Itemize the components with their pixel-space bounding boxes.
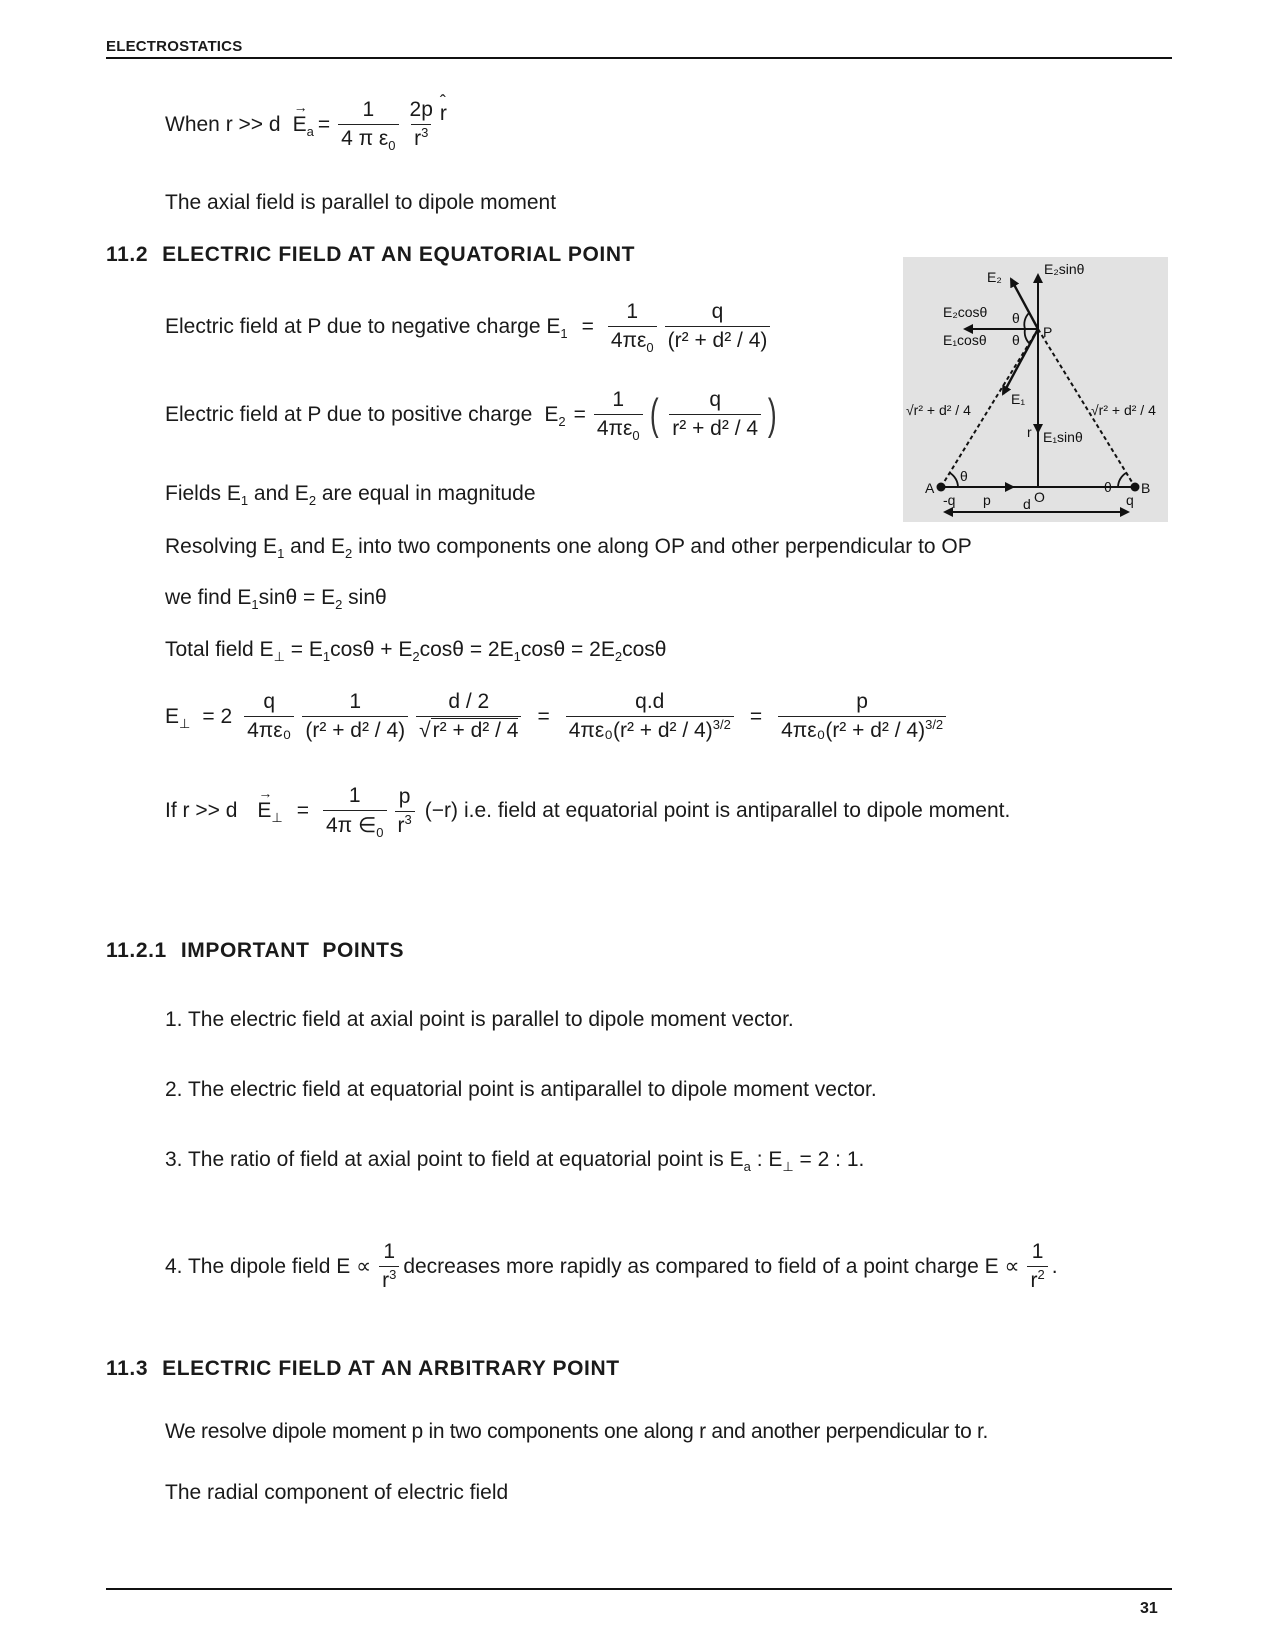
dipole-equatorial-diagram bbox=[903, 257, 1168, 522]
important-point-2: 2. The electric field at equatorial point is antiparallel to dipole moment vector. bbox=[165, 1078, 877, 1101]
label-e2: E₂ bbox=[987, 269, 1002, 285]
eperp-equation: $E_\perp$ = 2 $\frac{q}{\text{4πε₀}}$ $\frac{1}{\text{(r² + d² / 4)}}$ $\frac{d / 2}{\text{√r² + d² / 4}}$ = $\frac{q.d}{4\pi\varepsilon_0(r^2 + d^2 / 4)^{3/2}}$ = $\frac{p}{4\pi\varepsilon_0(r^2 + d^2 / 4)^{3/2}}$ bbox=[165, 690, 950, 743]
e1-text: Electric field at P due to negative charge $E_1$ bbox=[165, 314, 568, 341]
axial-field-equation bbox=[165, 98, 451, 154]
e1-fraction-2: $\frac{q}{\text{(r² + d² / 4)}}$ bbox=[665, 300, 771, 353]
condition-text: When r >> d bbox=[165, 112, 281, 136]
e1-equation: Electric field at P due to negative charge $E_1$ = $\frac{1}{4\pi\varepsilon_0}$ $\frac{q}{\text{(r² + d² / 4)}}$ bbox=[165, 300, 774, 353]
ea-symbol: → $E_a$ bbox=[293, 113, 314, 137]
eperp-fraction-2: $\frac{1}{\text{(r² + d² / 4)}}$ bbox=[302, 690, 408, 743]
label-dipole-p: p bbox=[983, 492, 991, 508]
equals: = bbox=[317, 112, 331, 136]
running-header: ELECTROSTATICS bbox=[106, 38, 243, 55]
far-fraction-1: $\frac{1}{4\pi \in_0}$ bbox=[323, 784, 387, 838]
diagram-svg bbox=[903, 257, 1168, 522]
label-theta-a: θ bbox=[960, 468, 968, 484]
eperp-fraction-4: $\frac{q.d}{4\pi\varepsilon_0(r^2 + d^2 / 4)^{3/2}}$ bbox=[566, 690, 734, 743]
e2-text: Electric field at P due to positive charge bbox=[165, 402, 533, 426]
far-note: i.e. field at equatorial point is antiparallel to dipole moment. bbox=[464, 799, 1011, 822]
far-field-equation: If r >> d → $E_\perp$ = $\frac{1}{4\pi \in_0}$ $\frac{p}{r^3}$ (−r) i.e. field at equatorial point is antiparallel to dipole moment. bbox=[165, 784, 1014, 838]
label-e1sin: E₁sinθ bbox=[1043, 429, 1083, 445]
section-heading-11-2: 11.2 ELECTRIC FIELD AT AN EQUATORIAL POINT bbox=[106, 243, 636, 266]
e1-fraction-1: $\frac{1}{4\pi\varepsilon_0}$ bbox=[608, 300, 657, 353]
eperp-fraction-3: $\frac{d / 2}{\text{√r² + d² / 4}}$ bbox=[416, 690, 521, 743]
charge-a bbox=[937, 483, 946, 492]
axial-note: The axial field is parallel to dipole moment bbox=[165, 191, 557, 214]
angle-arc-b bbox=[1118, 473, 1126, 487]
e2-symbol: $E_2$ bbox=[544, 402, 566, 429]
label-b: B bbox=[1141, 480, 1151, 496]
page-number: 31 bbox=[1140, 1600, 1158, 1617]
equal-magnitude-line: Fields $E_1$ and $E_2$ are equal in magnitude bbox=[165, 482, 536, 509]
e2-fraction-2: $\frac{q}{\text{r² + d² / 4}}$ bbox=[669, 388, 761, 441]
direction-minus-r: (−r) bbox=[424, 799, 458, 822]
header-rule bbox=[106, 57, 1172, 59]
footer-rule bbox=[106, 1588, 1172, 1590]
label-o: O bbox=[1034, 489, 1045, 505]
section-heading-11-3: 11.3 ELECTRIC FIELD AT AN ARBITRARY POINT bbox=[106, 1357, 620, 1380]
label-e1cos: E₁cosθ bbox=[943, 332, 987, 348]
far-condition: If r >> d bbox=[165, 799, 238, 822]
label-theta-b: θ bbox=[1104, 479, 1112, 495]
charge-b bbox=[1131, 483, 1140, 492]
e2-fraction-1: $\frac{1}{4\pi\varepsilon_0}$ bbox=[594, 388, 643, 441]
paren-open: ( bbox=[649, 389, 659, 439]
section-heading-11-2-1: 11.2.1 IMPORTANT POINTS bbox=[106, 939, 405, 962]
label-neg-q: -q bbox=[943, 492, 956, 508]
label-e2sin: E₂sinθ bbox=[1044, 261, 1085, 277]
resolving-line: Resolving $E_1$ and $E_2$ into two components one along OP and other perpendicular to OP bbox=[165, 535, 972, 562]
label-theta-p-bottom: θ bbox=[1012, 332, 1020, 348]
label-a: A bbox=[925, 480, 935, 496]
angle-arc-a bbox=[950, 473, 958, 487]
fraction-coulomb: $\frac{1}{4 \pi \varepsilon_0}$ bbox=[338, 98, 398, 151]
label-dist-left: √r² + d² / 4 bbox=[906, 402, 971, 418]
label-dist-right: √r² + d² / 4 bbox=[1091, 402, 1156, 418]
label-r: r bbox=[1027, 424, 1032, 440]
eperp-fraction-1: $\frac{q}{\text{4πε₀}}$ bbox=[244, 690, 294, 743]
eperp-vector: → $E_\perp$ bbox=[257, 799, 282, 823]
arrow-e1 bbox=[1003, 329, 1038, 394]
eperp-symbol: $E_\perp$ bbox=[165, 704, 191, 731]
eperp-fraction-5: $\frac{p}{4\pi\varepsilon_0(r^2 + d^2 / 4)^{3/2}}$ bbox=[778, 690, 946, 743]
arbitrary-para-2: The radial component of electric field bbox=[165, 1481, 509, 1504]
label-theta-p-top: θ bbox=[1012, 310, 1020, 326]
important-point-4: 4. The dipole field E ∝ $\frac{1}{r^3}$ decreases more rapidly as compared to field of a point charge E ∝ $\frac{1}{r^2}$ . bbox=[165, 1240, 1058, 1292]
inverse-cube-fraction: $\frac{1}{r^3}$ bbox=[379, 1240, 399, 1293]
fraction-dipole: $\frac{2p}{r^3}$ bbox=[409, 98, 433, 150]
label-d: d bbox=[1023, 496, 1031, 512]
label-e2cos: E₂cosθ bbox=[943, 304, 988, 320]
paren-close: ) bbox=[767, 389, 777, 439]
label-e1: E₁ bbox=[1011, 391, 1026, 407]
we-find-line: we find $E_1\sin\theta = E_2$ sinθ bbox=[165, 586, 387, 613]
label-q: q bbox=[1126, 492, 1134, 508]
far-fraction-2: $\frac{p}{r^3}$ bbox=[395, 785, 415, 838]
total-field-line: Total field $E_\perp = E_1\cos\theta + E_2\cos\theta = 2E_1\cos\theta = 2E_2\cos\theta$ bbox=[165, 638, 667, 665]
label-p: P bbox=[1043, 324, 1053, 340]
e2-equation: Electric field at P due to positive charge $E_2$ = $\frac{1}{4\pi\varepsilon_0}$ ( $\frac{q}{\text{r² + d² / 4}}$ ) bbox=[165, 388, 777, 444]
important-point-1: 1. The electric field at axial point is parallel to dipole moment vector. bbox=[165, 1008, 794, 1031]
unit-vector-r: ˆ r bbox=[440, 102, 447, 126]
important-point-3: 3. The ratio of field at axial point to field at equatorial point is $E_a$ : $E_\perp = 2$ : 1. bbox=[165, 1148, 865, 1175]
arbitrary-para-1: We resolve dipole moment p in two components one along r and another perpendicular to r. bbox=[165, 1420, 989, 1443]
inverse-square-fraction: $\frac{1}{r^2}$ bbox=[1027, 1240, 1047, 1293]
